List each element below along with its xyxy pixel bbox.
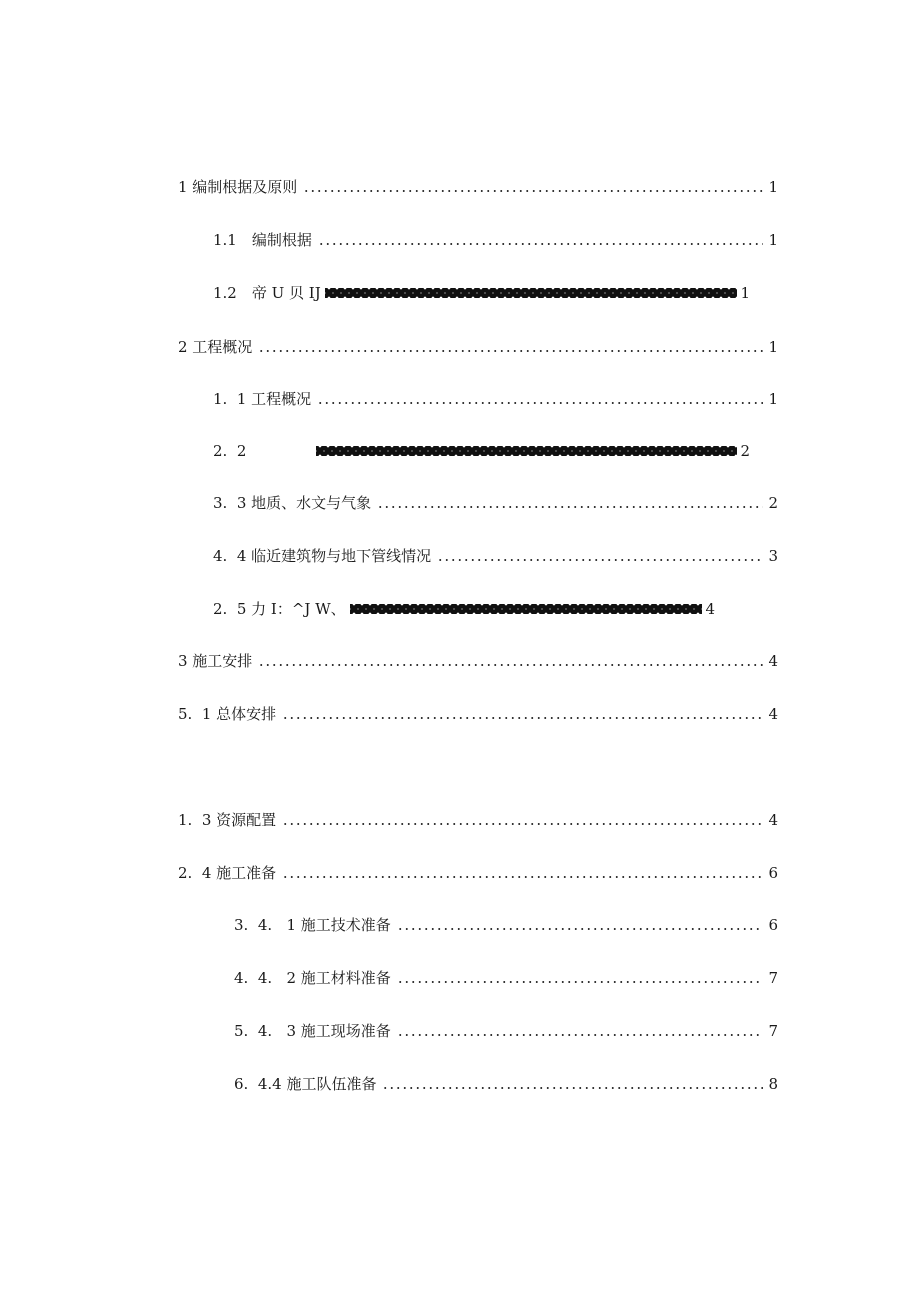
toc-page-number: 4 — [768, 705, 778, 723]
dot-leader — [280, 861, 765, 885]
dot-leader — [315, 387, 765, 411]
toc-page-number: 6 — [768, 864, 778, 882]
toc-entry-label: 2. 2 — [213, 442, 247, 460]
toc-entry-label: 2 工程概况 — [178, 338, 253, 356]
toc-entry — [0, 1072, 920, 1096]
toc-entry-label: 3. 3 地质、水文与气象 — [213, 494, 372, 512]
toc-page-number: 1 — [768, 231, 778, 249]
toc-entry — [0, 439, 920, 463]
toc-page-number: 4 — [705, 600, 715, 618]
toc-entry-label: 1.1 编制根据 — [213, 231, 312, 249]
toc-entry-label: 2. 4 施工准备 — [178, 864, 277, 882]
toc-entry — [0, 913, 920, 937]
toc-entry-label: 3 施工安排 — [178, 652, 253, 670]
toc-entry-label: 6. 4.4 施工队伍准备 — [234, 1075, 377, 1093]
toc-entry-label: 1 编制根据及原则 — [178, 178, 298, 196]
toc-entry — [0, 491, 920, 515]
dot-leader — [280, 702, 765, 726]
toc-entry — [0, 387, 920, 411]
dot-leader — [256, 335, 765, 359]
toc-entry-label: 4. 4 临近建筑物与地下管线情况 — [213, 547, 432, 565]
diamond-leader — [350, 597, 703, 621]
toc-entry-label: 5. 1 总体安排 — [178, 705, 277, 723]
toc-entry-label: 3. 4. 1 施工技术准备 — [234, 916, 391, 934]
toc-page-number: 4 — [768, 652, 778, 670]
toc-page-number: 1 — [768, 338, 778, 356]
dot-leader — [435, 544, 765, 568]
toc-page-number: 7 — [768, 969, 778, 987]
toc-entry-label: 1. 3 资源配置 — [178, 811, 277, 829]
toc-page-number: 8 — [768, 1075, 778, 1093]
toc-page-number: 1 — [768, 390, 778, 408]
dot-leader — [395, 1019, 766, 1043]
toc-page-number: 3 — [768, 547, 778, 565]
toc-entry — [0, 649, 920, 673]
toc-page-number: 4 — [768, 811, 778, 829]
toc-entry-label: 1.2 帝 U 贝 IJ — [213, 284, 321, 302]
toc-page-number: 6 — [768, 916, 778, 934]
toc-entry — [0, 228, 920, 252]
dot-leader — [316, 228, 766, 252]
toc-entry-label: 1. 1 工程概况 — [213, 390, 312, 408]
toc-entry — [0, 808, 920, 832]
toc-entry — [0, 175, 920, 199]
toc-page-number: 2 — [740, 442, 750, 460]
toc-page-number: 7 — [768, 1022, 778, 1040]
toc-entry — [0, 335, 920, 359]
toc-page-number: 1 — [740, 284, 750, 302]
diamond-leader — [325, 281, 738, 305]
toc-page-number: 2 — [768, 494, 778, 512]
dot-leader — [301, 175, 765, 199]
toc-entry-label: 5. 4. 3 施工现场准备 — [234, 1022, 391, 1040]
toc-entry-label: 4. 4. 2 施工材料准备 — [234, 969, 391, 987]
dot-leader — [395, 966, 766, 990]
dot-leader — [256, 649, 765, 673]
dot-leader — [395, 913, 766, 937]
toc-entry — [0, 702, 920, 726]
dot-leader — [380, 1072, 765, 1096]
dot-leader — [280, 808, 765, 832]
toc-entry — [0, 966, 920, 990]
dot-leader — [375, 491, 765, 515]
toc-entry — [0, 281, 920, 305]
toc-entry — [0, 1019, 920, 1043]
toc-entry — [0, 861, 920, 885]
toc-entry — [0, 597, 920, 621]
toc-page-number: 1 — [768, 178, 778, 196]
toc-entry — [0, 544, 920, 568]
diamond-leader — [316, 439, 737, 463]
toc-entry-label: 2. 5 力 I：^J W、 — [213, 600, 346, 618]
